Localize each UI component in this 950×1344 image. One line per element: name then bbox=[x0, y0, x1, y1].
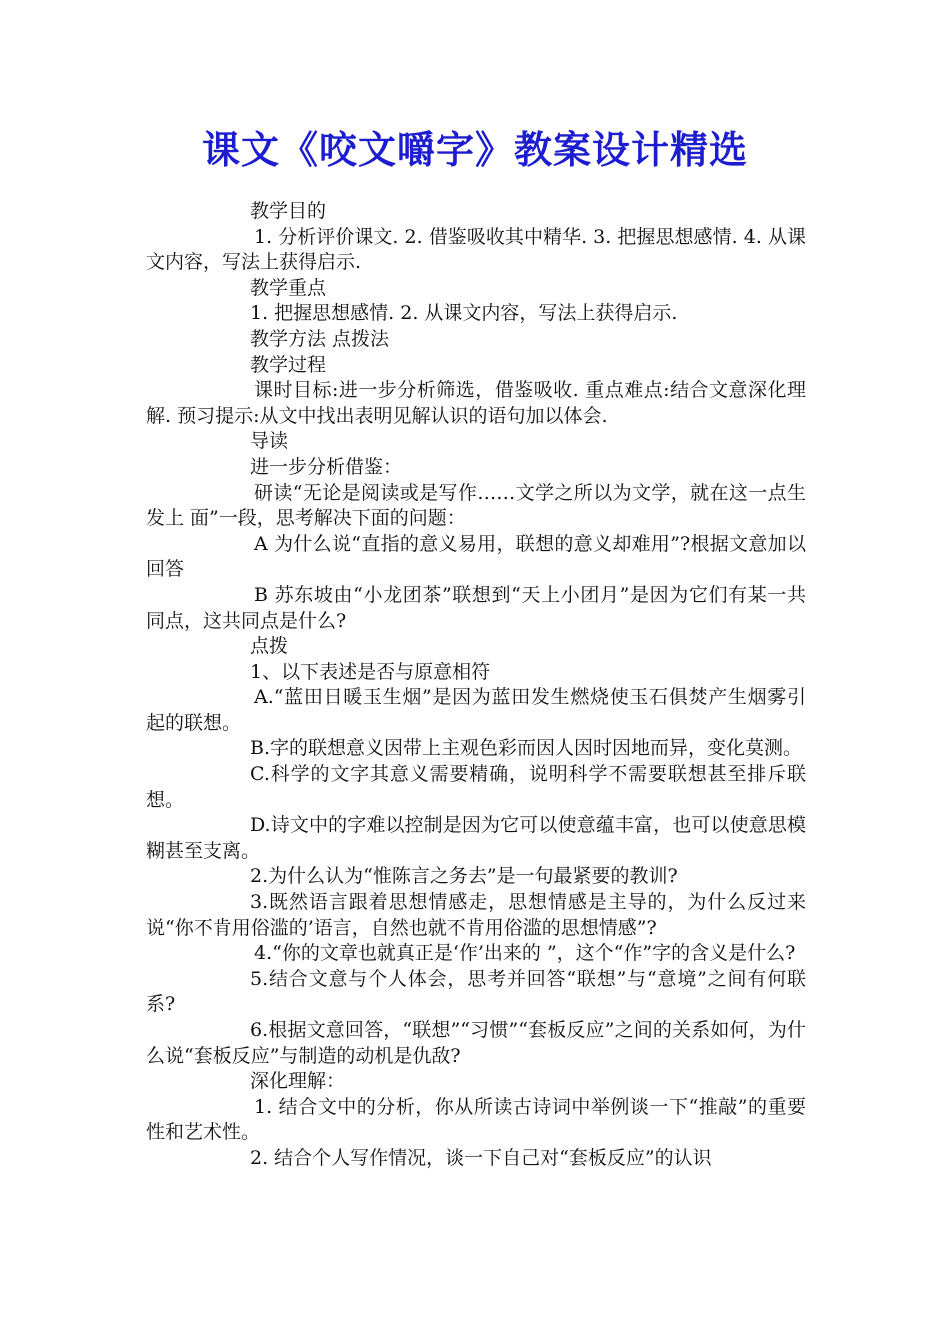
option-item: D.诗文中的字难以控制是因为它可以使意蕴丰富，也可以使意思模糊甚至支离。 bbox=[146, 814, 806, 862]
question-item: 1. 结合文中的分析，你从所读古诗词中举例谈一下“推敲”的重要性和艺术性。 bbox=[146, 1095, 806, 1144]
option-item: B.字的联想意义因带上主观色彩而因人因时因地而异，变化莫测。 bbox=[250, 737, 803, 760]
paragraph: 1. 分析评价课文. 2. 借鉴吸收其中精华. 3. 把握思想感情. 4. 从课文内容，写法上获得启示. bbox=[146, 225, 806, 274]
option-item: C.科学的文字其意义需要精确，说明科学不需要联想甚至排斥联想。 bbox=[146, 763, 806, 811]
section-heading: 教学目的 bbox=[250, 200, 327, 222]
question-item: B 苏东坡由“小龙团茶”联想到“天上小团月”是因为它们有某一共同点，这共同点是什么? bbox=[146, 583, 806, 632]
document-title: 课文《咬文嚼字》教案设计精选 bbox=[201, 127, 748, 172]
option-item: A.“蓝田日暖玉生烟”是因为蓝田发生燃烧使玉石俱焚产生烟雾引起的联想。 bbox=[146, 686, 806, 734]
section-heading: 教学重点 bbox=[250, 276, 327, 299]
question-item: 3.既然语言跟着思想情感走，思想情感是主导的，为什么反过来说“你不肯用俗滥的’语言，自然也就不肯用俗滥的思想情感”? bbox=[146, 891, 806, 939]
section-heading: 教学过程 bbox=[250, 353, 327, 376]
section-heading: 导读 bbox=[250, 430, 289, 453]
section-heading: 深化理解： bbox=[250, 1070, 346, 1093]
paragraph: 研读“无论是阅读或是写作……文学之所以为文学，就在这一点生发上 面”一段，思考解决下面的问题： bbox=[146, 481, 806, 530]
document-body bbox=[146, 199, 806, 1172]
question-item: 2. 结合个人写作情况，谈一下自己对“套板反应”的认识 bbox=[250, 1146, 712, 1169]
section-heading: 教学方法 点拨法 bbox=[250, 327, 390, 350]
section-heading: 点拨 bbox=[250, 635, 289, 658]
paragraph: 课时目标:进一步分析筛选，借鉴吸收. 重点难点:结合文意深化理解. 预习提示:从文中找出表明见解认识的语句加以体会. bbox=[146, 379, 806, 427]
question-item: 6.根据文意回答，“联想”“习惯”“套板反应”之间的关系如何，为什么说“套板反应”与制造的动机是仇敌? bbox=[146, 1019, 806, 1067]
question-item: 4.“你的文章也就真正是‘作’出来的 ”，这个“作”字的含义是什么? bbox=[254, 942, 796, 965]
question-item: 2.为什么认为“惟陈言之务去”是一句最紧要的教训? bbox=[250, 865, 678, 888]
question-item: A 为什么说“直指的意义易用，联想的意义却难用”?根据文意加以回答 bbox=[146, 532, 806, 581]
paragraph: 1. 把握思想感情. 2. 从课文内容，写法上获得启示. bbox=[250, 302, 678, 325]
paragraph: 进一步分析借鉴： bbox=[250, 455, 403, 478]
question-item: 5.结合文意与个人体会，思考并回答“联想”与“意境”之间有何联系? bbox=[146, 967, 806, 1016]
question-item: 1、以下表述是否与原意相符 bbox=[250, 660, 491, 683]
